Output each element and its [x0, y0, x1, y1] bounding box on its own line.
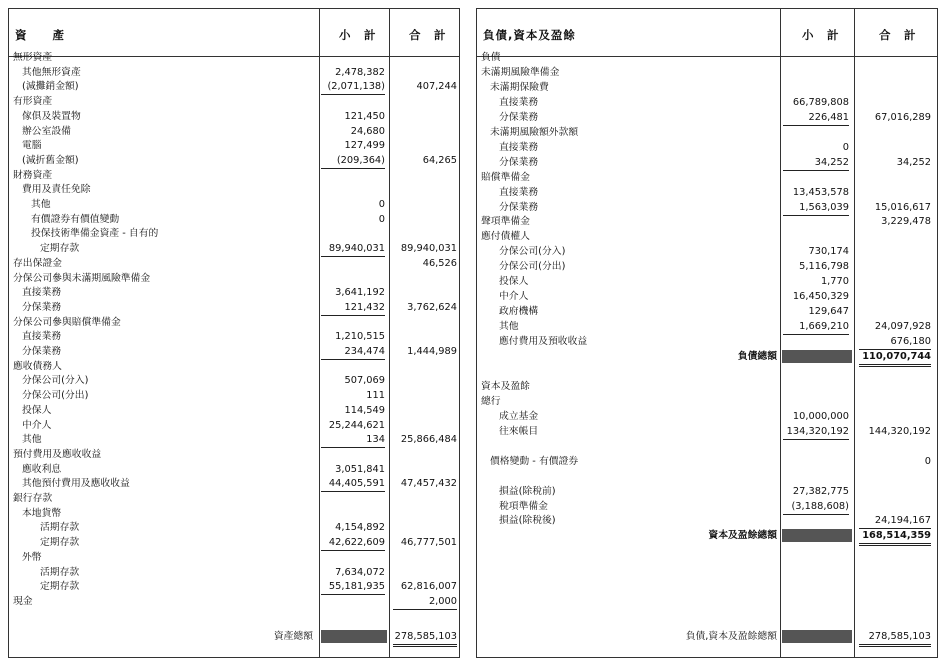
row-label: 聲項準備金 — [481, 216, 530, 228]
subtotal-cell: 25,244,621 — [328, 419, 385, 431]
subtotal-cell: 0 — [378, 199, 385, 210]
total-cell: 62,816,007 — [400, 581, 457, 593]
table-row — [477, 364, 937, 379]
row-label: 其他 — [499, 321, 519, 333]
row-label: 損益(除稅前) — [499, 485, 556, 497]
row-label: 定期存款 — [40, 537, 80, 549]
table-row — [9, 432, 459, 447]
table-row — [477, 65, 937, 80]
total-cell: 24,194,167 — [859, 513, 931, 529]
subtotal-cell: 3,641,192 — [335, 287, 385, 299]
subtotal-cell: (2,071,138) — [321, 79, 385, 95]
row-label: 活期存款 — [40, 566, 80, 578]
row-label: 稅項準備金 — [499, 500, 548, 512]
row-label: 資本及盈餘 — [481, 380, 530, 392]
row-label: 未滿期風險額外款額 — [490, 126, 579, 138]
table-row — [9, 462, 459, 477]
row-label: 分保業務 — [499, 201, 539, 213]
table-row — [9, 491, 459, 506]
table-row — [9, 373, 459, 388]
subtotal-cell: 3,051,841 — [335, 463, 385, 475]
row-label: 分保業務 — [22, 346, 62, 357]
row-label: 費用及責任免除 — [22, 184, 91, 196]
table-row — [9, 212, 459, 227]
table-row — [477, 110, 937, 125]
section-total-shade — [782, 350, 852, 363]
table-row — [9, 241, 459, 256]
row-label: 分保公司(分入) — [499, 246, 566, 258]
subtotal-cell: 111 — [366, 390, 385, 402]
section-total-label: 資本及盈餘總額 — [708, 530, 777, 542]
total-cell: 144,320,192 — [868, 425, 931, 437]
table-row — [9, 124, 459, 139]
row-label: (減折舊金額) — [22, 154, 79, 166]
table-row — [477, 394, 937, 409]
subtotal-cell: 4,154,892 — [335, 522, 385, 534]
table-row — [477, 140, 937, 155]
row-label: 成立基金 — [499, 410, 539, 422]
table-row — [9, 226, 459, 241]
table-row — [9, 535, 459, 550]
subtotal-cell: 507,069 — [344, 375, 385, 387]
row-label: 預付費用及應收收益 — [13, 448, 102, 460]
subtotal-cell: 66,789,808 — [792, 96, 849, 108]
subtotal-cell: 0 — [842, 141, 849, 153]
assets-grand-total-value: 278,585,103 — [393, 629, 457, 647]
liabilities-grand-total-label: 負債,資本及盈餘總額 — [685, 631, 777, 642]
row-label: 辦公室設備 — [22, 125, 71, 137]
row-label: 現金 — [13, 595, 33, 607]
liabilities-header-item: 負債,資本及盈餘 — [483, 28, 576, 42]
row-label: 負債 — [481, 52, 501, 63]
subtotal-cell: 5,116,798 — [799, 261, 849, 273]
subtotal-cell: 114,549 — [344, 404, 385, 416]
table-row — [477, 334, 937, 349]
row-label: 銀行存款 — [13, 493, 53, 504]
row-label: 賠償準備金 — [481, 171, 530, 183]
subtotal-cell: 129,647 — [808, 306, 849, 318]
table-row — [9, 344, 459, 359]
total-cell: 3,762,624 — [407, 301, 457, 313]
row-label: 分保業務 — [22, 301, 62, 313]
table-row — [477, 200, 937, 215]
total-cell: 15,016,617 — [874, 201, 931, 213]
table-row — [9, 388, 459, 403]
subtotal-cell: 226,481 — [783, 110, 849, 126]
subtotal-cell: 134,320,192 — [783, 424, 849, 440]
table-row — [477, 244, 937, 259]
table-row — [477, 319, 937, 334]
table-row — [9, 476, 459, 491]
row-label: 應付費用及預收收益 — [499, 336, 588, 348]
table-row — [9, 565, 459, 580]
table-row — [9, 359, 459, 374]
liabilities-header-total: 合 計 — [879, 28, 917, 42]
row-label: 分保公司(分出) — [499, 261, 566, 273]
table-row — [477, 214, 937, 229]
row-label: 外幣 — [22, 551, 42, 563]
table-row — [477, 439, 937, 454]
table-row — [9, 79, 459, 94]
assets-header-subtotal: 小 計 — [339, 28, 377, 42]
total-cell: 3,229,478 — [881, 216, 931, 228]
row-label: 投保技術準備金資產 - 自有的 — [31, 228, 159, 240]
table-row — [477, 50, 937, 65]
table-row — [477, 454, 937, 469]
subtotal-cell: 42,622,609 — [321, 535, 385, 551]
total-cell: 46,526 — [422, 257, 457, 269]
row-label: 投保人 — [499, 276, 529, 288]
total-cell: 407,244 — [416, 81, 457, 93]
assets-header-total: 合 計 — [409, 28, 447, 42]
total-cell: 64,265 — [422, 154, 457, 166]
table-row — [477, 125, 937, 140]
total-cell: 25,866,484 — [400, 434, 457, 446]
row-label: (減攤銷金額) — [22, 81, 79, 93]
subtotal-cell: 2,478,382 — [335, 66, 385, 78]
row-label: 其他 — [22, 434, 42, 446]
row-label: 定期存款 — [40, 243, 80, 255]
row-label: 中介人 — [499, 291, 529, 303]
row-label: 未滿期保險費 — [490, 81, 549, 93]
table-row — [9, 109, 459, 124]
table-row — [9, 168, 459, 183]
total-cell: 34,252 — [896, 156, 931, 168]
assets-grand-total-row — [9, 629, 459, 644]
total-cell: 47,457,432 — [400, 478, 457, 490]
row-label: 直接業務 — [22, 331, 62, 343]
row-label: 分保業務 — [499, 111, 539, 123]
table-row — [9, 65, 459, 80]
assets-grand-total-label: 資產總額 — [273, 631, 313, 642]
table-row — [477, 274, 937, 289]
table-row — [9, 447, 459, 462]
assets-header-item: 資 產 — [15, 28, 65, 42]
subtotal-cell: 7,634,072 — [335, 566, 385, 578]
row-label: 分保公司參與賠償準備金 — [13, 316, 121, 328]
total-cell: 1,444,989 — [407, 346, 457, 357]
liabilities-header-subtotal: 小 計 — [802, 28, 840, 42]
table-row — [9, 594, 459, 609]
row-label: 總行 — [481, 395, 501, 407]
row-label: 有價證券有價值變動 — [31, 213, 120, 225]
total-cell: 2,000 — [393, 594, 457, 610]
row-label: 直接業務 — [22, 287, 62, 299]
subtotal-cell: 1,210,515 — [335, 331, 385, 343]
subtotal-cell: 55,181,935 — [321, 579, 385, 595]
row-label: 其他 — [31, 199, 51, 210]
table-row — [9, 94, 459, 109]
table-row — [477, 185, 937, 200]
section-total-value: 110,070,744 — [859, 349, 931, 367]
liabilities-panel — [476, 8, 938, 658]
subtotal-cell: 27,382,775 — [792, 485, 849, 497]
subtotal-cell: 13,453,578 — [792, 186, 849, 198]
subtotal-cell: (209,364) — [321, 153, 385, 169]
row-label: 定期存款 — [40, 581, 80, 593]
row-label: 電腦 — [22, 140, 42, 152]
row-label: 價格變動 - 有價證券 — [490, 455, 579, 467]
subtotal-cell: 0 — [378, 213, 385, 225]
table-row — [9, 579, 459, 594]
liabilities-grand-total-shade — [782, 630, 852, 643]
subtotal-cell: 127,499 — [344, 140, 385, 152]
row-label: 無形資產 — [13, 52, 53, 63]
row-label: 損益(除稅後) — [499, 515, 556, 527]
table-row — [9, 315, 459, 330]
row-label: 未滿期風險準備金 — [481, 66, 560, 78]
table-row — [9, 271, 459, 286]
table-row — [477, 349, 937, 364]
subtotal-cell: 10,000,000 — [792, 410, 849, 422]
subtotal-cell: 44,405,591 — [321, 476, 385, 492]
subtotal-cell: 1,770 — [820, 276, 849, 288]
row-label: 其他預付費用及應收收益 — [22, 478, 130, 490]
liabilities-grand-total-row — [477, 629, 937, 644]
row-label: 分保公司(分入) — [22, 375, 89, 387]
table-row — [477, 513, 937, 528]
row-label: 應收債務人 — [13, 360, 62, 372]
subtotal-cell: 16,450,329 — [792, 291, 849, 303]
subtotal-cell: 134 — [321, 432, 385, 448]
table-row — [9, 153, 459, 168]
table-row — [9, 550, 459, 565]
table-row — [477, 379, 937, 394]
row-label: 分保公司(分出) — [22, 390, 89, 402]
row-label: 往來帳目 — [499, 425, 539, 437]
table-row — [477, 289, 937, 304]
table-row — [477, 424, 937, 439]
total-cell: 89,940,031 — [400, 243, 457, 255]
row-label: 直接業務 — [499, 96, 539, 108]
table-row — [477, 155, 937, 170]
table-row — [9, 197, 459, 212]
table-row — [9, 403, 459, 418]
table-row — [477, 469, 937, 484]
assets-grand-total-shade — [321, 630, 387, 643]
subtotal-cell: 24,680 — [350, 125, 385, 137]
total-cell: 24,097,928 — [874, 321, 931, 333]
section-total-shade — [782, 529, 852, 542]
table-row — [477, 304, 937, 319]
section-total-label: 負債總額 — [737, 351, 777, 362]
table-row — [477, 80, 937, 95]
row-label: 直接業務 — [499, 141, 539, 153]
row-label: 其他無形資產 — [22, 66, 81, 78]
row-label: 應付債權人 — [481, 231, 530, 243]
subtotal-cell: 34,252 — [783, 155, 849, 171]
subtotal-cell: 1,669,210 — [783, 319, 849, 335]
row-label: 分保公司參與未滿期風險準備金 — [13, 272, 151, 284]
subtotal-cell: 1,563,039 — [783, 200, 849, 216]
table-row — [477, 229, 937, 244]
table-row — [9, 520, 459, 535]
row-label: 存出保證金 — [13, 257, 62, 269]
subtotal-cell: 121,432 — [321, 300, 385, 316]
row-label: 應收利息 — [22, 463, 62, 475]
assets-panel — [8, 8, 460, 658]
row-label: 政府機構 — [499, 306, 539, 318]
table-row — [9, 506, 459, 521]
row-label: 中介人 — [22, 419, 52, 431]
total-cell: 676,180 — [859, 334, 931, 350]
subtotal-cell: 121,450 — [344, 110, 385, 122]
row-label: 傢俱及裝置物 — [22, 110, 81, 122]
table-row — [9, 329, 459, 344]
subtotal-cell: (3,188,608) — [783, 499, 849, 515]
row-label: 本地貨幣 — [22, 507, 62, 519]
table-row — [9, 300, 459, 315]
row-label: 財務資產 — [13, 169, 53, 181]
subtotal-cell: 234,474 — [321, 344, 385, 360]
table-row — [9, 50, 459, 65]
table-row — [477, 528, 937, 543]
liabilities-grand-total-value: 278,585,103 — [859, 629, 931, 647]
row-label: 投保人 — [22, 404, 52, 416]
subtotal-cell: 89,940,031 — [321, 241, 385, 257]
total-cell: 46,777,501 — [400, 537, 457, 549]
table-row — [477, 95, 937, 110]
table-row — [9, 285, 459, 300]
table-row — [477, 259, 937, 274]
row-label: 活期存款 — [40, 522, 80, 534]
section-total-value: 168,514,359 — [859, 528, 931, 546]
table-row — [477, 170, 937, 185]
table-row — [9, 182, 459, 197]
row-label: 分保業務 — [499, 156, 539, 168]
table-row — [9, 418, 459, 433]
row-label: 有形資產 — [13, 96, 53, 108]
table-row — [477, 484, 937, 499]
total-cell: 67,016,289 — [874, 111, 931, 123]
table-row — [9, 138, 459, 153]
subtotal-cell: 730,174 — [808, 246, 849, 258]
table-row — [477, 409, 937, 424]
total-cell: 0 — [924, 455, 931, 467]
row-label: 直接業務 — [499, 186, 539, 198]
table-row — [477, 499, 937, 514]
table-row — [9, 256, 459, 271]
